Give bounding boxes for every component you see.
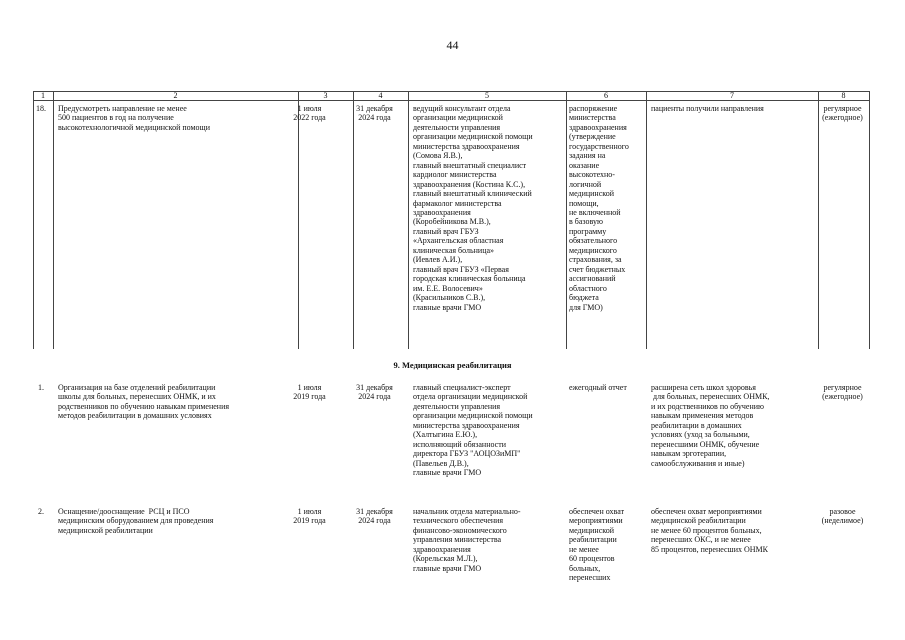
- column-number-1: 1: [41, 91, 45, 100]
- column-number-6: 6: [604, 91, 608, 100]
- column-divider: [408, 91, 409, 349]
- column-number-8: 8: [841, 91, 846, 100]
- responsible-persons: начальник отдела материально- технического обеспечения финансово-экономического управления министерства здравоохранения (Корельская М.Л.), главные врачи ГМО: [413, 507, 521, 573]
- column-divider: [646, 91, 647, 349]
- start-date: 1 июля 2022 года: [293, 104, 326, 123]
- row-number: 2.: [38, 507, 44, 516]
- section-title: 9. Медицинская реабилитация: [393, 360, 512, 370]
- column-number-3: 3: [323, 91, 328, 100]
- expected-result: расширена сеть школ здоровья для больных, перенесших ОНМК, и их родственников по обучению навыкам применения методов реабилитации в домашних условиях (уход за больными, перенесшими ОНМК, обучение навыкам эрготерапии, самообслуживания и иные): [651, 383, 770, 468]
- row-number: 18.: [36, 104, 46, 113]
- expected-result: обеспечен охват мероприятиями медицинской реабилитации не менее 60 процентов больных, перенесших ОКС, и не менее 85 процентов, перенесших ОНМК: [651, 507, 768, 554]
- column-divider: [566, 91, 567, 349]
- column-number-2: 2: [173, 91, 178, 100]
- event-type: регулярное (ежегодное): [822, 383, 863, 402]
- column-divider: [818, 91, 819, 349]
- column-divider: [353, 91, 354, 349]
- table-header-row: [33, 91, 869, 101]
- document-type: распоряжение министерства здравоохранения (утверждение государственного задания на оказание высокотехно- логичной медицинской помощи, не включенной в базовую программу обязательного медицинского страхования, за счет бюджетных ассигнований областного бюджета для ГМО): [569, 104, 629, 312]
- task-text: Организация на базе отделений реабилитации школы для больных, перенесших ОНМК, и их родственников по обучению навыкам применения методов реабилитации в домашних условиях: [58, 383, 230, 421]
- table-border-left: [33, 91, 34, 349]
- event-type: разовое (неделимое): [821, 507, 864, 526]
- start-date: 1 июля 2019 года: [293, 383, 326, 402]
- page-number: 44: [446, 38, 459, 52]
- task-text: Предусмотреть направление не менее 500 пациентов в год на получение высокотехнологичной медицинской помощи: [58, 104, 210, 132]
- start-date: 1 июля 2019 года: [293, 507, 326, 526]
- task-text: Оснащение/дооснащение РСЦ и ПСО медицинским оборудованием для проведения медицинской реабилитации: [58, 507, 214, 535]
- column-number-7: 7: [730, 91, 734, 100]
- column-divider: [298, 91, 299, 349]
- end-date: 31 декабря 2024 года: [356, 104, 393, 123]
- responsible-persons: ведущий консультант отдела организации медицинской деятельности управления организации медицинской помощи министерства здравоохранения (Сомова Я.В.), главный внештатный специалист кардиолог министерства здравоохранения (Костина К.С.), главный внештатный клинический фармаколог министерства здравоохранения (Коробейникова М.В.), главный врач ГБУЗ «Архангельская областная клиническая больница» (Иевлев А.И.), главный врач ГБУЗ «Первая городская клиническая больница им. Е.Е. Волосевич» (Красильников С.В.), главные врачи ГМО: [413, 104, 533, 312]
- row-number: 1.: [38, 383, 44, 392]
- end-date: 31 декабря 2024 года: [356, 383, 393, 402]
- expected-result: пациенты получили направления: [651, 104, 764, 113]
- event-type: регулярное (ежегодное): [822, 104, 863, 123]
- column-divider: [53, 91, 54, 349]
- document-type: обеспечен охват мероприятиями медицинской реабилитации не менее 60 процентов больных, перенесших: [569, 507, 625, 583]
- end-date: 31 декабря 2024 года: [356, 507, 393, 526]
- column-number-5: 5: [485, 91, 489, 100]
- responsible-persons: главный специалист-эксперт отдела организации медицинской деятельности управления организации медицинской помощи министерства здравоохранения (Халтыгина Е.Ю.), исполняющий обязанности директора ГБУЗ "АОЦОЗиМП" (Павельев Д.В.), главные врачи ГМО: [413, 383, 533, 478]
- column-number-4: 4: [378, 91, 383, 100]
- document-type: ежегодный отчет: [569, 383, 627, 392]
- table-border-right: [869, 91, 870, 349]
